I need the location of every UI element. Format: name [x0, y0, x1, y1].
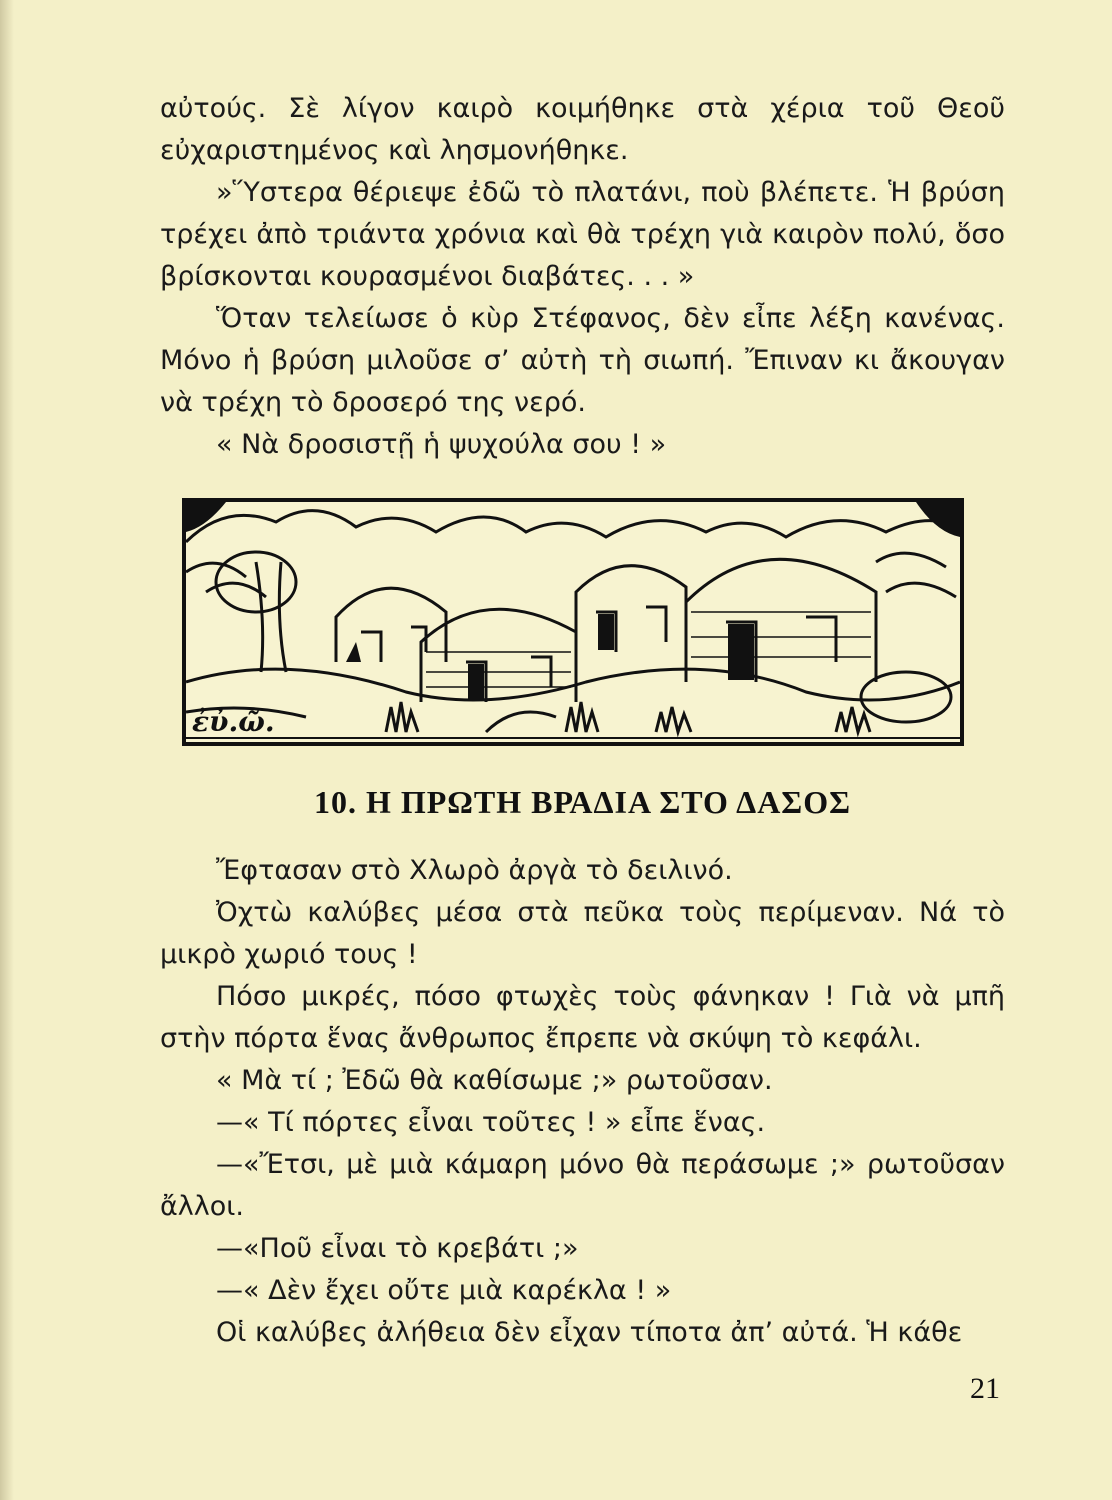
dialogue-line-5: —« Δὲν ἔχει οὔτε μιὰ καρέκλα ! » — [216, 1275, 672, 1306]
paragraph-7: Πόσο μικρές, πόσο φτωχὲς τοὺς φάνηκαν ! Γιὰ νὰ μπῆ στὴν πόρτα ἕνας ἄνθρωπος ἔπρεπε νὰ σκύψη τὸ κεφάλι. — [160, 981, 1005, 1054]
page-number: 21 — [970, 1372, 1000, 1405]
chapter-title: 10. Η ΠΡΩΤΗ ΒΡΑΔΙΑ ΣΤΟ ΔΑΣΟΣ — [313, 784, 852, 820]
paragraph-8: Οἱ καλύβες ἀλήθεια δὲν εἶχαν τίποτα ἀπ’ αὐτά. Ἡ κάθε — [216, 1317, 963, 1348]
dialogue-line-1: « Μὰ τί ; Ἐδῶ θὰ καθίσωμε ;» ρωτοῦσαν. — [216, 1065, 773, 1096]
huts-drawing — [186, 502, 960, 742]
dialogue-line-4: —«Ποῦ εἶναι τὸ κρεβάτι ;» — [216, 1233, 579, 1264]
page-edge-shadow — [0, 0, 14, 1500]
paragraph-3: Ὅταν τελείωσε ὁ κὺρ Στέφανος, δὲν εἶπε λέξη κανένας. Μόνο ἡ βρύση μιλοῦσε σ’ αὐτὴ τὴ σιωπή. Ἔπιναν κι ἄκουγαν νὰ τρέχη τὸ δροσερό της νερό. — [160, 303, 1005, 418]
artist-signature: ἐὐ.ῶ. — [192, 705, 275, 738]
dialogue-line-3: —«Ἔτσι, μὲ μιὰ κάμαρη μόνο θὰ περάσωμε ;» ρωτοῦσαν ἄλλοι. — [160, 1149, 1005, 1222]
paragraph-4: « Νὰ δροσιστῇ ἡ ψυχούλα σου ! » — [216, 429, 667, 460]
paragraph-5: Ἔφτασαν στὸ Χλωρὸ ἀργὰ τὸ δειλινό. — [216, 855, 733, 886]
chapter-text-block — [160, 850, 1005, 1354]
village-huts-illustration — [182, 498, 964, 746]
paragraph-2: »Ὕστερα θέριεψε ἐδῶ τὸ πλατάνι, ποὺ βλέπετε. Ἡ βρύση τρέχει ἀπὸ τριάντα χρόνια καὶ θὰ τρέχη γιὰ καιρὸν πολύ, ὅσο βρίσκονται κουρασμένοι διαβάτες. . . » — [160, 177, 1005, 292]
dialogue-line-2: —« Τί πόρτες εἶναι τοῦτες ! » εἶπε ἕνας. — [216, 1107, 766, 1138]
top-text-block — [160, 88, 1005, 466]
paragraph-1: αὐτούς. Σὲ λίγον καιρὸ κοιμήθηκε στὰ χέρια τοῦ Θεοῦ εὐχαριστημένος καὶ λησμονήθηκε. — [160, 93, 1005, 166]
paragraph-6: Ὀχτὼ καλύβες μέσα στὰ πεῦκα τοὺς περίμεναν. Νά τὸ μικρὸ χωριό τους ! — [160, 897, 1005, 970]
